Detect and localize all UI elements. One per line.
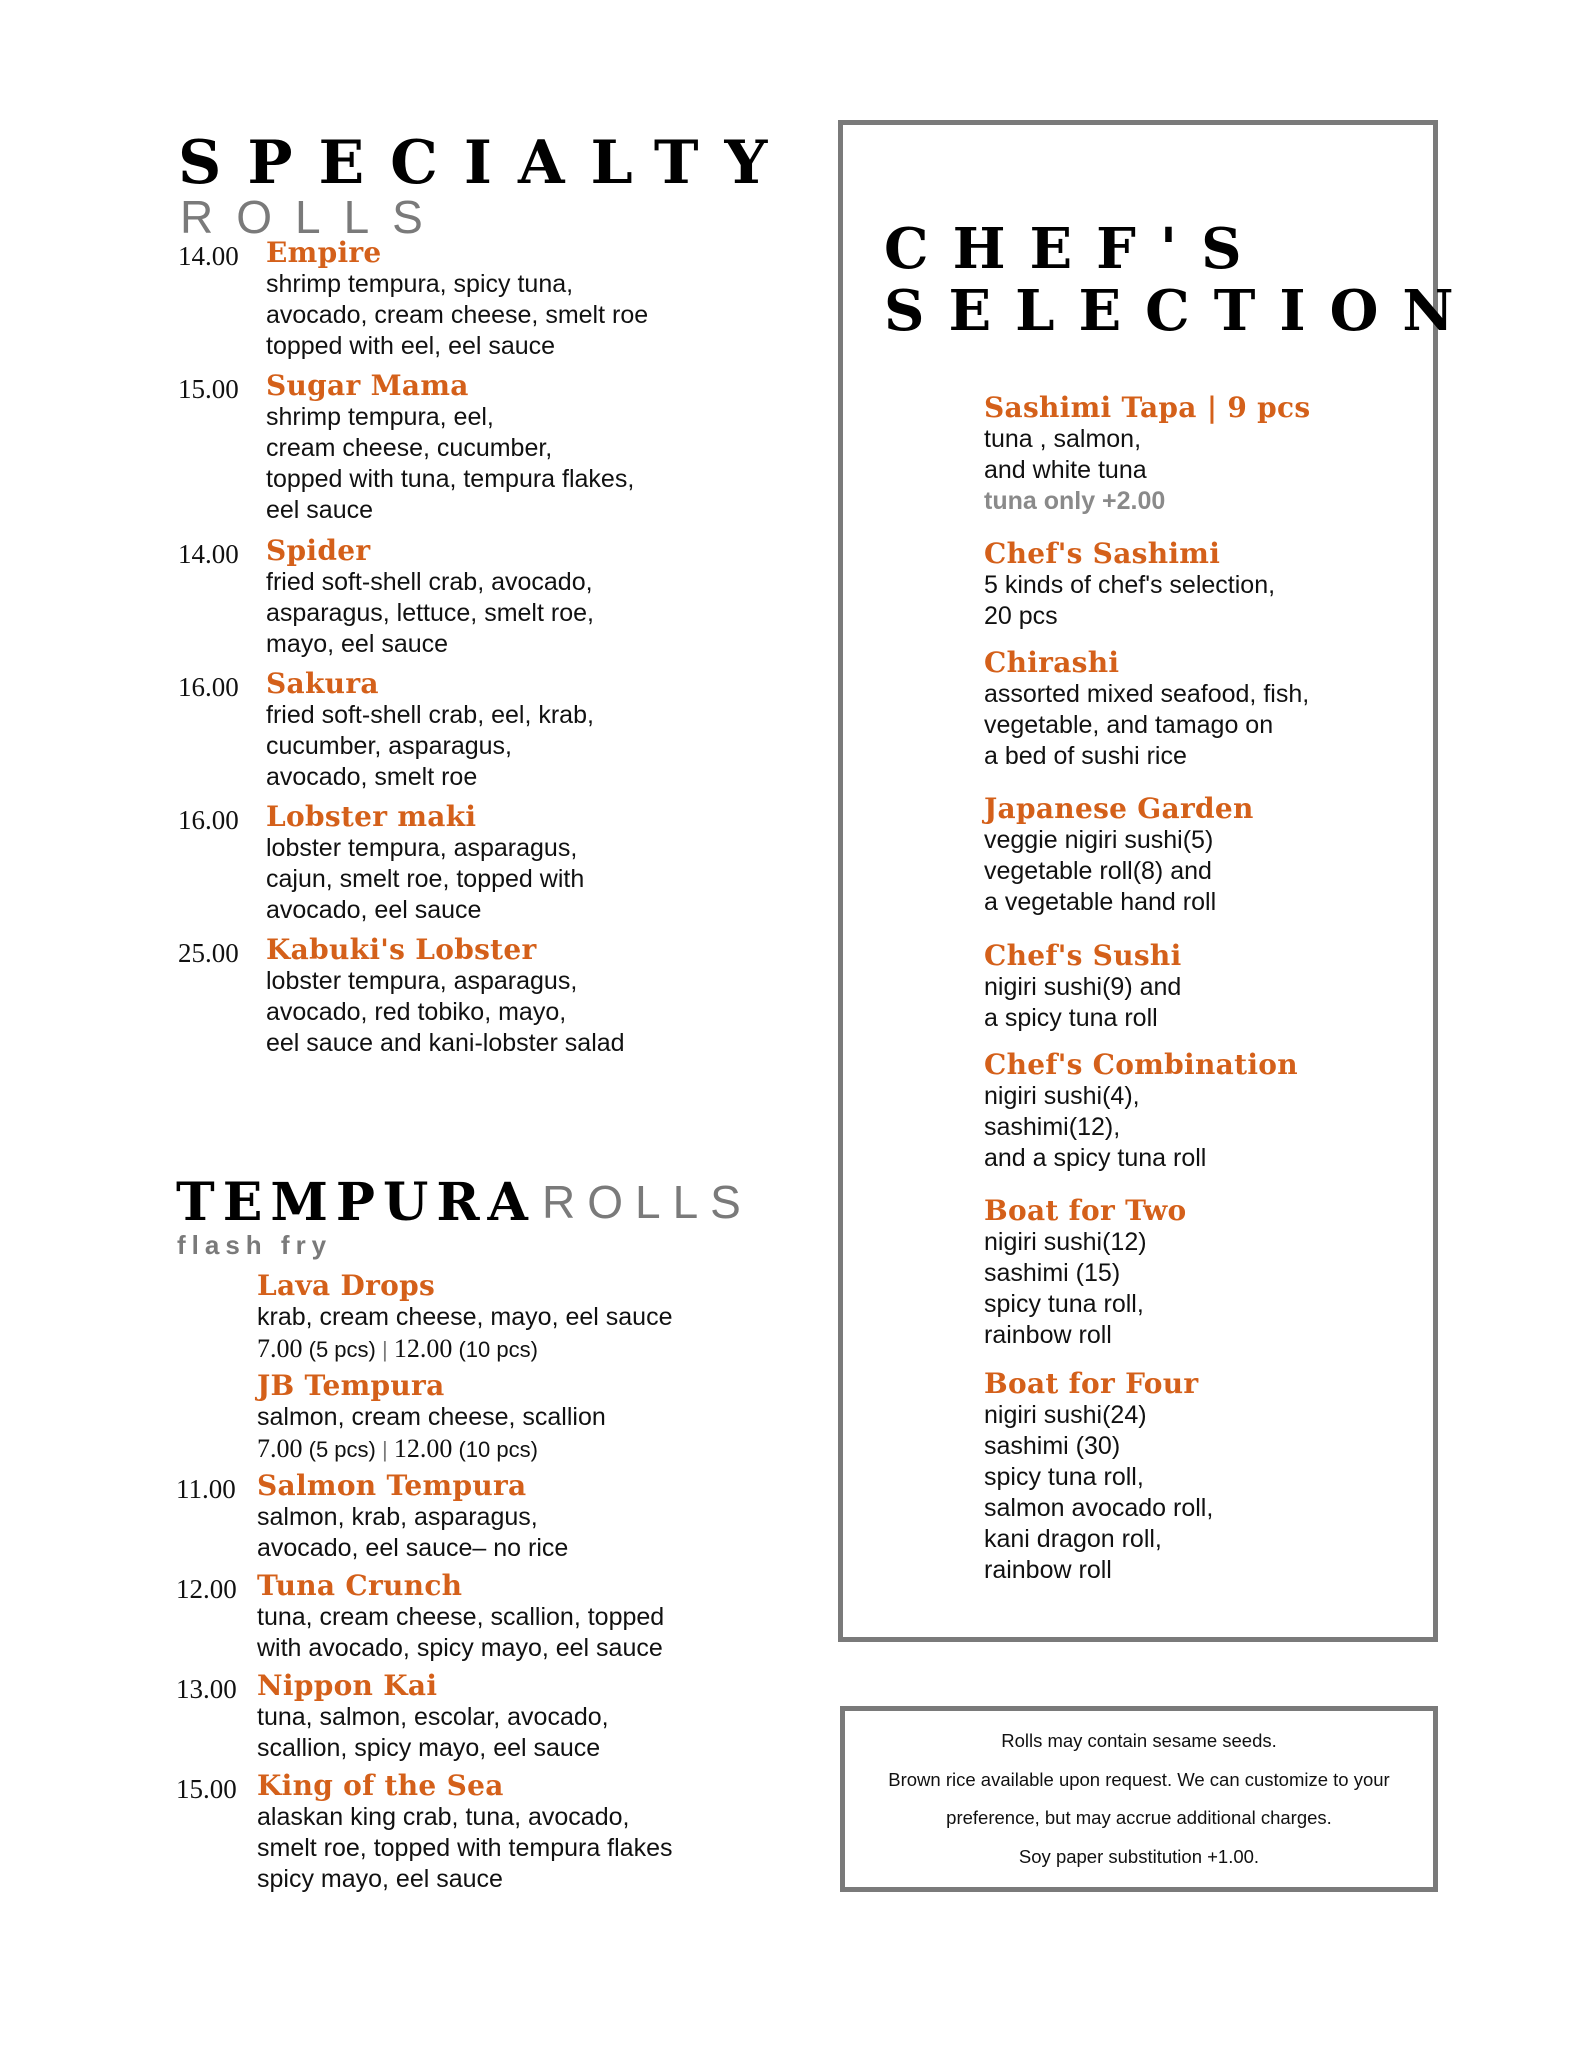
description-line: cucumber, asparagus,	[266, 732, 512, 760]
description-line: fried soft-shell crab, eel, krab,	[266, 701, 594, 729]
chef-heading-line2: SELECTION	[884, 278, 1478, 344]
pcs-price-large: 12.00	[393, 1434, 453, 1463]
item-price: 11.00	[176, 1474, 236, 1504]
note-line: Soy paper substitution +1.00.	[1018, 1845, 1260, 1867]
description-line: avocado, eel sauce	[266, 896, 482, 924]
item-name: Kabuki's Lobster	[266, 933, 537, 966]
description-line: asparagus, lettuce, smelt roe,	[266, 599, 594, 627]
tempura-heading: TEMPURA	[176, 1172, 536, 1233]
description-line: sashimi(12),	[984, 1113, 1121, 1141]
description-line: krab, cream cheese, mayo, eel sauce	[257, 1303, 673, 1331]
description-line: assorted mixed seafood, fish,	[984, 680, 1310, 708]
description-line: a spicy tuna roll	[984, 1004, 1158, 1032]
pcs-price-small: 7.00	[257, 1434, 303, 1463]
tempura-subheading: ROLLS	[542, 1176, 753, 1228]
item-price: 15.00	[176, 1774, 237, 1804]
description-line: eel sauce	[266, 496, 374, 524]
description-line: salmon, cream cheese, scallion	[257, 1403, 606, 1431]
notes-box	[840, 1706, 1438, 1892]
description-line: fried soft-shell crab, avocado,	[266, 568, 593, 596]
item-name: King of the Sea	[257, 1769, 504, 1802]
description-line: avocado, eel sauce– no rice	[257, 1534, 569, 1562]
item-price: 16.00	[178, 672, 239, 702]
item-description	[257, 1602, 664, 1664]
item-price: 12.00	[176, 1574, 237, 1604]
item-price: 25.00	[178, 938, 239, 968]
pcs-label-large: (10 pcs)	[458, 1437, 538, 1462]
item-description	[984, 1400, 1213, 1586]
item-price: 16.00	[178, 805, 239, 835]
item-description	[984, 679, 1309, 772]
item-name-suffix: | 9 pcs	[1196, 391, 1311, 424]
description-line: shrimp tempura, spicy tuna,	[266, 270, 574, 298]
description-line: a bed of sushi rice	[984, 742, 1187, 770]
item-price: 15.00	[178, 374, 239, 404]
item-description	[257, 1502, 568, 1564]
item-price: 13.00	[176, 1674, 237, 1704]
item-description	[257, 1802, 672, 1895]
description-line: veggie nigiri sushi(5)	[984, 826, 1214, 854]
item-name: Spider	[266, 534, 371, 567]
item-name: Chef's Combination	[984, 1048, 1298, 1081]
description-line: lobster tempura, asparagus,	[266, 967, 578, 995]
description-line: avocado, cream cheese, smelt roe	[266, 301, 649, 329]
note-line: Rolls may contain sesame seeds.	[1001, 1730, 1277, 1751]
item-name: Empire	[266, 236, 382, 269]
description-line: smelt roe, topped with tempura flakes	[257, 1834, 673, 1862]
description-line: and white tuna	[984, 456, 1147, 484]
description-line: vegetable roll(8) and	[984, 857, 1212, 885]
item-name: Chirashi	[984, 646, 1120, 679]
item-name: Chef's Sushi	[984, 939, 1182, 972]
item-note: tuna only +2.00	[984, 487, 1166, 515]
item-description	[266, 567, 594, 660]
item-pcs-pricing	[257, 1334, 538, 1364]
item-price: 14.00	[178, 539, 239, 569]
tempura-tagline: flash fry	[177, 1230, 333, 1260]
item-name: Tuna Crunch	[257, 1569, 463, 1602]
description-line: sashimi (30)	[984, 1432, 1121, 1460]
note-line: Brown rice available upon request. We can customize to your	[888, 1768, 1390, 1790]
description-line: avocado, smelt roe	[266, 763, 478, 791]
description-line: spicy tuna roll,	[984, 1463, 1144, 1491]
description-line: tuna, salmon, escolar, avocado,	[257, 1703, 609, 1731]
description-line: with avocado, spicy mayo, eel sauce	[257, 1634, 663, 1662]
description-line: salmon, krab, asparagus,	[257, 1503, 538, 1531]
item-name: Japanese Garden	[984, 792, 1254, 825]
description-line: nigiri sushi(9) and	[984, 973, 1182, 1001]
chef-heading-line1: CHEF'S	[884, 216, 1266, 282]
description-line: alaskan king crab, tuna, avocado,	[257, 1803, 630, 1831]
item-description	[266, 966, 625, 1059]
description-line: cajun, smelt roe, topped with	[266, 865, 585, 893]
description-line: 20 pcs	[984, 602, 1058, 630]
item-name: Chef's Sashimi	[984, 537, 1221, 570]
description-line: nigiri sushi(12)	[984, 1228, 1147, 1256]
description-line: topped with tuna, tempura flakes,	[266, 465, 635, 493]
description-line: and a spicy tuna roll	[984, 1144, 1207, 1172]
description-line: mayo, eel sauce	[266, 630, 449, 658]
item-description	[984, 424, 1165, 517]
pcs-price-small: 7.00	[257, 1334, 303, 1363]
item-description	[984, 825, 1216, 918]
specialty-heading: SPECIALTY	[178, 128, 794, 198]
description-line: spicy mayo, eel sauce	[257, 1865, 503, 1893]
pcs-label-small: (5 pcs)	[308, 1437, 376, 1462]
description-line: rainbow roll	[984, 1556, 1112, 1584]
pcs-price-large: 12.00	[393, 1334, 453, 1363]
item-name: Salmon Tempura	[257, 1469, 527, 1502]
item-name: JB Tempura	[257, 1369, 445, 1402]
specialty-subheading: ROLLS	[180, 191, 446, 243]
description-line: spicy tuna roll,	[984, 1290, 1144, 1318]
item-description	[984, 570, 1275, 632]
item-description	[257, 1702, 609, 1764]
description-line: rainbow roll	[984, 1321, 1112, 1349]
description-line: scallion, spicy mayo, eel sauce	[257, 1734, 601, 1762]
item-description	[257, 1302, 672, 1333]
description-line: nigiri sushi(4),	[984, 1082, 1140, 1110]
description-line: topped with eel, eel sauce	[266, 332, 556, 360]
pcs-separator: |	[382, 1437, 388, 1462]
description-line: cream cheese, cucumber,	[266, 434, 553, 462]
description-line: avocado, red tobiko, mayo,	[266, 998, 567, 1026]
description-line: tuna, cream cheese, scallion, topped	[257, 1603, 665, 1631]
description-line: vegetable, and tamago on	[984, 711, 1274, 739]
pcs-separator: |	[382, 1337, 388, 1362]
pcs-label-large: (10 pcs)	[458, 1337, 538, 1362]
item-description	[266, 402, 634, 526]
item-description	[984, 1227, 1147, 1351]
item-description	[257, 1402, 606, 1433]
item-description	[266, 833, 584, 926]
description-line: 5 kinds of chef's selection,	[984, 571, 1276, 599]
item-name: Sashimi Tapa | 9 pcs	[984, 391, 1311, 424]
item-price: 14.00	[178, 241, 239, 271]
description-line: kani dragon roll,	[984, 1525, 1162, 1553]
item-description	[266, 700, 594, 793]
item-name: Boat for Two	[984, 1194, 1187, 1227]
item-name: Sakura	[266, 667, 379, 700]
description-line: shrimp tempura, eel,	[266, 403, 494, 431]
description-line: tuna , salmon,	[984, 425, 1142, 453]
description-line: lobster tempura, asparagus,	[266, 834, 578, 862]
description-line: a vegetable hand roll	[984, 888, 1217, 916]
item-description	[266, 269, 648, 362]
item-description	[984, 972, 1181, 1034]
pcs-label-small: (5 pcs)	[308, 1337, 376, 1362]
description-line: sashimi (15)	[984, 1259, 1121, 1287]
item-name: Boat for Four	[984, 1367, 1199, 1400]
item-pcs-pricing	[257, 1434, 538, 1464]
item-name: Lobster maki	[266, 800, 477, 833]
item-name: Lava Drops	[257, 1269, 436, 1302]
description-line: eel sauce and kani-lobster salad	[266, 1029, 625, 1057]
description-line: salmon avocado roll,	[984, 1494, 1214, 1522]
description-line: nigiri sushi(24)	[984, 1401, 1147, 1429]
note-line: preference, but may accrue additional charges.	[946, 1807, 1332, 1828]
item-name: Nippon Kai	[257, 1669, 438, 1702]
item-description	[984, 1081, 1206, 1174]
item-name: Sugar Mama	[266, 369, 469, 402]
